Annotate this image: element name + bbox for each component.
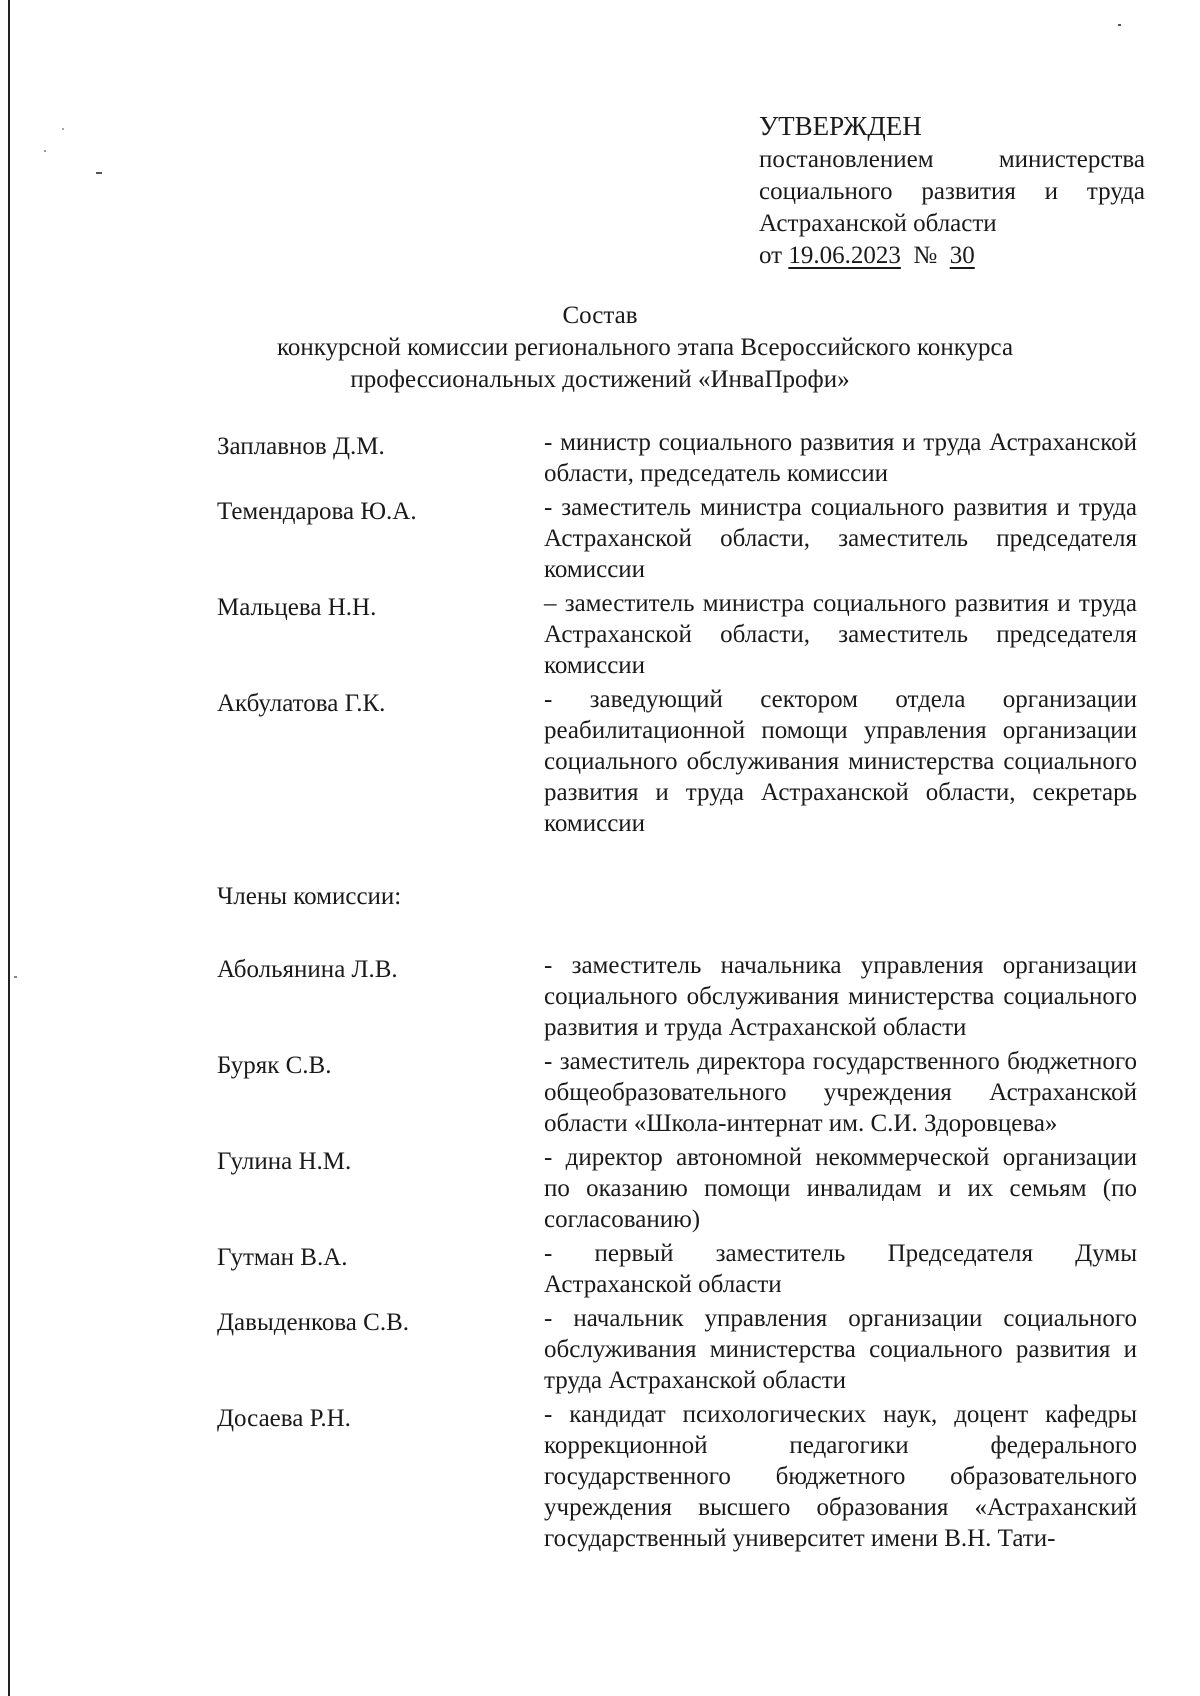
roster-row (217, 1303, 1137, 1396)
member-name: Давыденкова С.В. (217, 1309, 409, 1336)
approval-line: постановлением министерства (759, 146, 1145, 173)
member-role: - заместитель министра социального развития и труда Астраханской области, заместитель председателя комиссии (544, 494, 1137, 583)
member-role: - первый заместитель Председателя Думы Астраханской области (544, 1240, 1137, 1298)
title-line: конкурсной комиссии регионального этапа Всероссийского конкурса (276, 334, 1014, 361)
approval-heading: УТВЕРЖДЕН (759, 111, 922, 141)
roster-row (217, 1046, 1137, 1139)
scan-speck (62, 128, 64, 130)
member-name: Досаева Р.Н. (217, 1405, 351, 1432)
scan-speck (96, 172, 102, 174)
commission-roster (217, 427, 1137, 1557)
roster-row (217, 1399, 1137, 1554)
approval-block (759, 108, 1145, 272)
approval-date: 19.06.2023 (788, 242, 901, 269)
roster-row (217, 588, 1137, 681)
member-name: Абольянина Л.В. (217, 956, 398, 983)
member-name: Заплавнов Д.М. (217, 433, 385, 460)
member-role: - министр социального развития и труда Астраханской области, председатель комиссии (544, 429, 1137, 487)
scan-edge-line (8, 0, 10, 1696)
roster-row (217, 1142, 1137, 1235)
title-line: профессиональных достижений «ИнваПрофи» (350, 366, 850, 393)
member-name: Гулина Н.М. (217, 1148, 352, 1175)
title-line: Состав (562, 302, 638, 329)
member-name: Темендарова Ю.А. (217, 498, 417, 525)
approval-date-line (759, 240, 1145, 272)
roster-row (217, 684, 1137, 839)
leadership-list (217, 427, 1137, 839)
scan-speck (44, 150, 46, 152)
member-role: - заместитель директора государственного бюджетного общеобразовательного учреждения Астраханской области «Школа-интернат им. С.И. Здоровцева» (544, 1048, 1137, 1137)
roster-row (217, 427, 1137, 489)
scan-speck (14, 976, 17, 978)
roster-row (217, 950, 1137, 1043)
member-name: Акбулатова Г.К. (217, 690, 386, 717)
approval-line: социального развития и труда (759, 178, 1145, 205)
approval-line: Астраханской области (759, 210, 997, 237)
roster-row (217, 492, 1137, 585)
document-title (0, 300, 1200, 396)
members-label: Члены комиссии: (217, 883, 402, 910)
scan-speck (1118, 24, 1121, 26)
date-prefix: от (759, 242, 783, 269)
member-role: - заведующий сектором отдела организации реабилитационной помощи управления организации социального обслуживания министерства социального развития и труда Астраханской области, секретарь комиссии (544, 686, 1137, 837)
member-role: - директор автономной некоммерческой организации по оказанию помощи инвалидам и их семьям (по согласованию) (544, 1144, 1137, 1233)
member-role: - начальник управления организации социального обслуживания министерства социального развития и труда Астраханской области (544, 1305, 1137, 1394)
roster-row (217, 1238, 1137, 1300)
member-role: – заместитель министра социального развития и труда Астраханской области, заместитель председателя комиссии (544, 590, 1137, 679)
member-name: Мальцева Н.Н. (217, 594, 377, 621)
member-role: - кандидат психологических наук, доцент кафедры коррекционной педагогики федерального государственного бюджетного образовательного учреждения высшего образования «Астраханский государственный университет имени В.Н. Тати- (544, 1401, 1137, 1552)
members-list (217, 950, 1137, 1554)
member-name: Буряк С.В. (217, 1052, 332, 1079)
member-name: Гутман В.А. (217, 1244, 348, 1271)
number-sign: № (913, 242, 938, 269)
member-role: - заместитель начальника управления организации социального обслуживания министерства социального развития и труда Астраханской области (544, 952, 1137, 1041)
approval-number: 30 (949, 242, 975, 269)
